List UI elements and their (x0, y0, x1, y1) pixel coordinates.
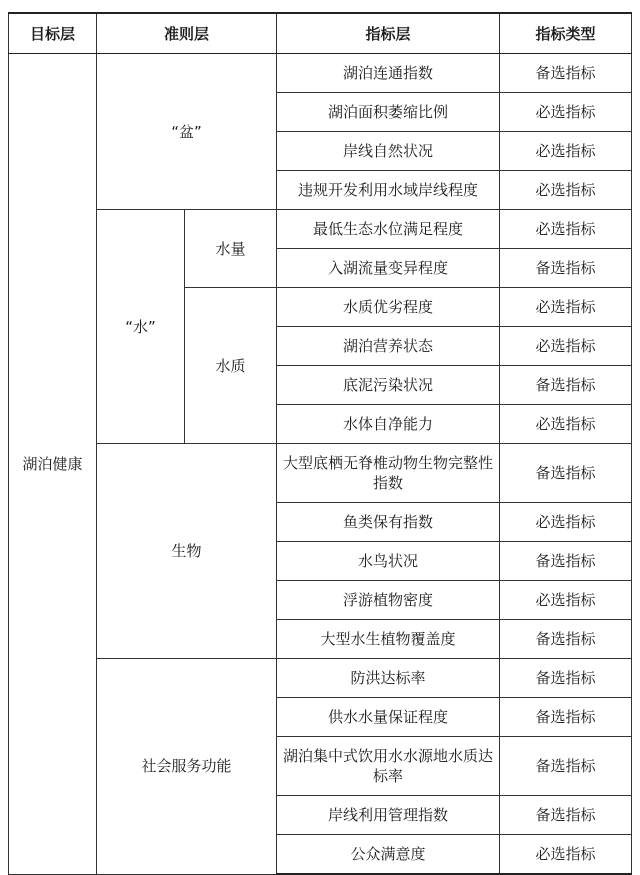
type-cell: 必选指标 (500, 581, 632, 620)
header-row (9, 13, 632, 54)
indicator-cell: 水鸟状况 (277, 542, 500, 581)
type-cell: 必选指标 (500, 835, 632, 875)
indicator-cell: 岸线自然状况 (277, 132, 500, 171)
indicator-cell: 湖泊营养状态 (277, 327, 500, 366)
type-cell: 备选指标 (500, 737, 632, 796)
type-cell: 备选指标 (500, 54, 632, 93)
indicator-cell: 浮游植物密度 (277, 581, 500, 620)
indicator-cell: 公众满意度 (277, 835, 500, 875)
criteria-social: 社会服务功能 (97, 659, 277, 875)
type-cell: 必选指标 (500, 171, 632, 210)
indicator-cell: 入湖流量变异程度 (277, 249, 500, 288)
type-cell: 必选指标 (500, 93, 632, 132)
indicator-cell: 湖泊面积萎缩比例 (277, 93, 500, 132)
criteria-water-quantity: 水量 (185, 210, 277, 288)
type-cell: 备选指标 (500, 620, 632, 659)
type-cell: 备选指标 (500, 796, 632, 835)
goal-cell: 湖泊健康 (9, 54, 97, 875)
indicator-cell: 大型水生植物覆盖度 (277, 620, 500, 659)
type-cell: 备选指标 (500, 698, 632, 737)
table-row (9, 210, 632, 249)
indicator-cell: 湖泊集中式饮用水水源地水质达标率 (277, 737, 500, 796)
type-cell: 必选指标 (500, 288, 632, 327)
table-row (9, 659, 632, 698)
table-row (9, 54, 632, 93)
criteria-basin: “盆” (97, 54, 277, 210)
indicator-table (8, 12, 632, 875)
indicator-cell: 鱼类保有指数 (277, 503, 500, 542)
type-cell: 必选指标 (500, 210, 632, 249)
criteria-water: “水” (97, 210, 185, 444)
type-cell: 必选指标 (500, 405, 632, 444)
table-row (9, 444, 632, 503)
header-criteria: 准则层 (97, 13, 277, 54)
indicator-cell: 底泥污染状况 (277, 366, 500, 405)
indicator-cell: 大型底栖无脊椎动物生物完整性指数 (277, 444, 500, 503)
indicator-cell: 水质优劣程度 (277, 288, 500, 327)
indicator-cell: 供水水量保证程度 (277, 698, 500, 737)
header-type: 指标类型 (500, 13, 632, 54)
type-cell: 必选指标 (500, 503, 632, 542)
criteria-water-quality: 水质 (185, 288, 277, 444)
header-indicator: 指标层 (277, 13, 500, 54)
indicator-cell: 水体自净能力 (277, 405, 500, 444)
type-cell: 备选指标 (500, 249, 632, 288)
indicator-cell: 违规开发利用水域岸线程度 (277, 171, 500, 210)
indicator-cell: 最低生态水位满足程度 (277, 210, 500, 249)
type-cell: 必选指标 (500, 327, 632, 366)
indicator-cell: 防洪达标率 (277, 659, 500, 698)
type-cell: 备选指标 (500, 444, 632, 503)
indicator-cell: 岸线利用管理指数 (277, 796, 500, 835)
indicator-cell: 湖泊连通指数 (277, 54, 500, 93)
criteria-biology: 生物 (97, 444, 277, 659)
type-cell: 备选指标 (500, 659, 632, 698)
type-cell: 备选指标 (500, 366, 632, 405)
type-cell: 备选指标 (500, 542, 632, 581)
type-cell: 必选指标 (500, 132, 632, 171)
header-goal: 目标层 (9, 13, 97, 54)
